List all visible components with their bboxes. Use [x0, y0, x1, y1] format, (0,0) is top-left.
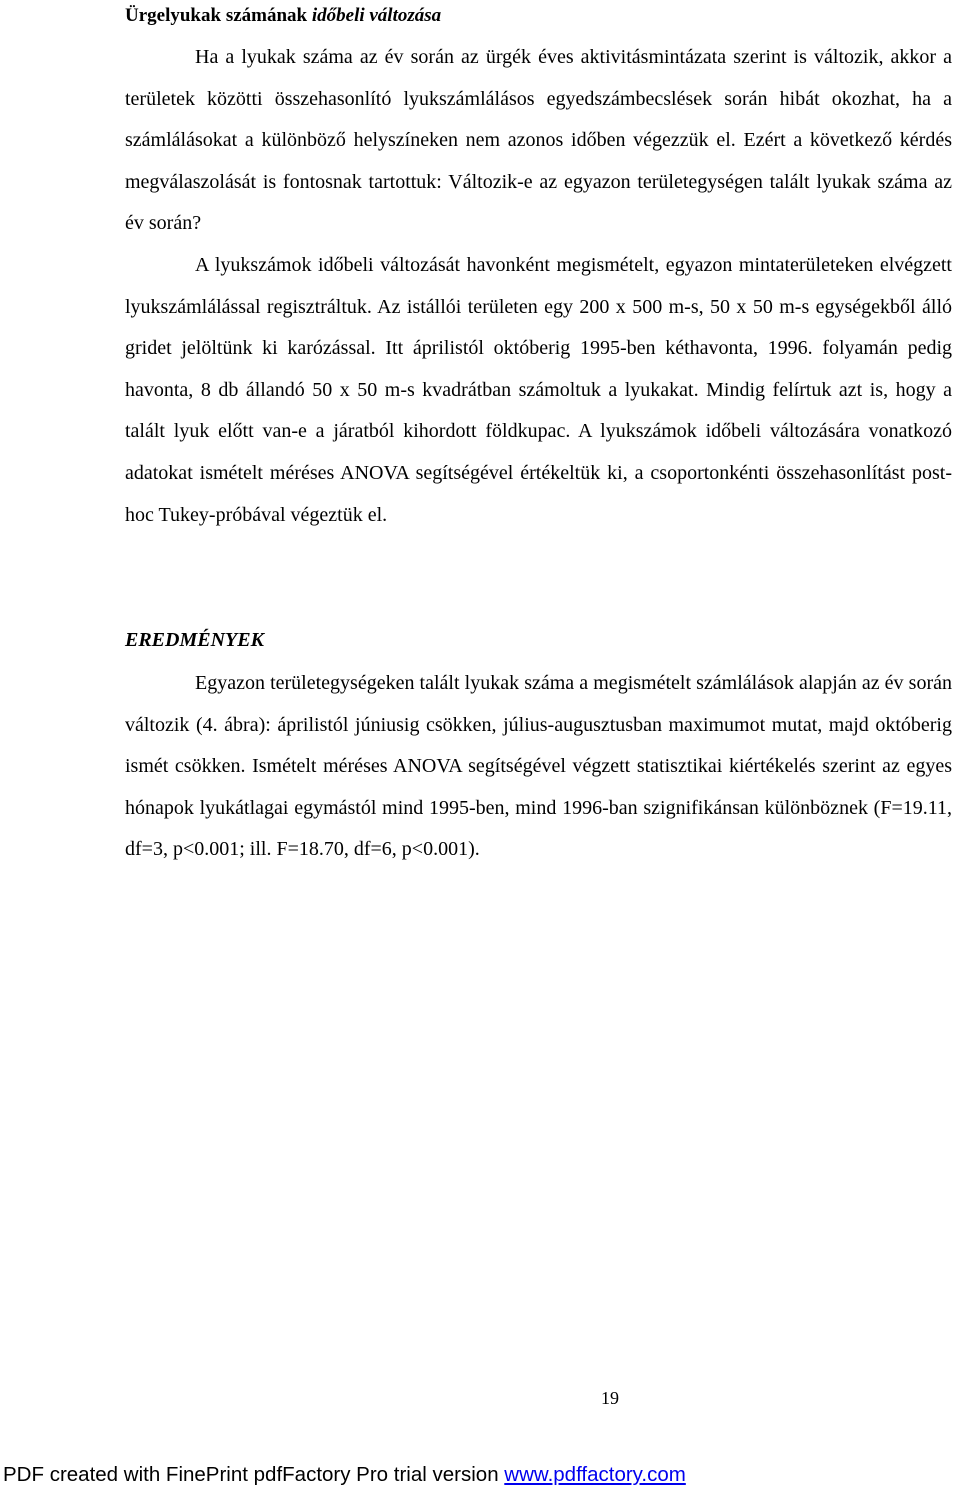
- results-section: [125, 663, 952, 871]
- section-title-italic: időbeli változása: [307, 5, 442, 26]
- paragraph-1: Ha a lyukak száma az év során az ürgék éves aktivitásmintázata szerint is változik, akkor a területek közötti összehasonlító lyukszámlálásos egyedszámbecslések során hibát okozhat, ha a számlálásokat a különböző helyszíneken nem azonos időben végezzük el. Ezért a következő kérdés megválaszolását is fontosnak tartottuk: Változik-e az egyazon területegységen talált lyukak száma az év során?: [125, 46, 952, 235]
- footer-link[interactable]: www.pdffactory.com: [504, 1463, 686, 1486]
- footer-text: PDF created with FinePrint pdfFactory Pro trial version: [3, 1463, 505, 1486]
- results-heading: EREDMÉNYEK: [125, 629, 264, 651]
- section-title: [125, 5, 441, 27]
- results-paragraph: Egyazon területegységeken talált lyukak száma a megismételt számlálások alapján az év során változik (4. ábra): áprilistól júniusig csökken, július-augusztusban maximumot mutat, majd októberig ismét csökken. Ismételt méréses ANOVA segítségével végzett statisztikai kiértékelés szerint az egyes hónapok lyukátlagai egymástól mind 1995-ben, mind 1996-ban szignifikánsan különböznek (F=19.11, df=3, p<0.001; ill. F=18.70, df=6, p<0.001).: [125, 672, 952, 861]
- pdf-footer: [3, 1461, 686, 1489]
- method-paragraphs: [125, 37, 952, 536]
- section-title-plain: Ürgelyukak számának: [125, 5, 308, 26]
- paragraph-2: A lyukszámok időbeli változását havonként megismételt, egyazon mintaterületeken elvégzett lyukszámlálással regisztráltuk. Az istállói területen egy 200 x 500 m-s, 50 x 50 m-s egységekből álló gridet jelöltünk ki karózással. Itt áprilistól októberig 1995-ben kéthavonta, 1996. folyamán pedig havonta, 8 db állandó 50 x 50 m-s kvadrátban számoltuk a lyukakat. Mindig felírtuk azt is, hogy a talált lyuk előtt van-e a járatból kihordott földkupac. A lyukszámok időbeli változására vonatkozó adatokat ismételt méréses ANOVA segítségével értékeltük ki, a csoportonkénti összehasonlítást post-hoc Tukey-próbával végeztük el.: [125, 253, 952, 526]
- page-number: 19: [601, 1388, 619, 1408]
